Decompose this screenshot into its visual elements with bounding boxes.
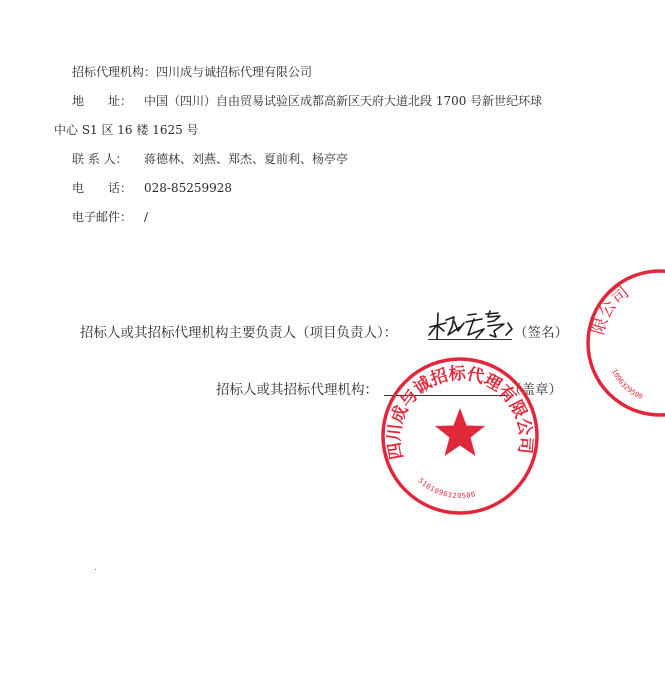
svg-text:5101096329500 [417,477,477,501]
stray-mark [95,569,96,570]
partial-company-seal [585,268,665,418]
contacts-label: 联 系 人： [72,152,128,166]
agency-label: 招标代理机构： [72,65,157,79]
seal-star-icon [435,408,485,456]
seal-suffix: （盖章） [508,382,562,398]
handwritten-signature [424,305,524,345]
phone-value: 028-85259928 [144,181,233,195]
agency-seal-label: 招标人或其招标代理机构： [216,382,378,398]
phone-label: 电 话： [72,181,133,195]
sign-suffix: （签名） [514,325,568,341]
email-row [72,209,148,225]
agency-value: 四川成与诚招标代理有限公司 [156,65,313,79]
svg-text:1096329500 [610,368,644,401]
company-seal [380,356,540,516]
email-value: / [144,210,149,224]
contacts-row [72,151,348,167]
phone-row [72,180,232,196]
address-value: 中国（四川）自由贸易试验区成都高新区天府大道北段 1700 号新世纪环球 [144,94,543,108]
agency-row [72,64,312,80]
partial-seal-text: 限公司 [588,282,634,338]
partial-seal-number: 1096329500 [610,367,644,402]
address-label: 地 址： [72,94,133,108]
contacts-value: 蒋德林、刘燕、郑杰、夏前利、杨亭亭 [144,152,349,166]
address-row [72,93,542,109]
email-label: 电子邮件： [72,210,133,224]
address-continuation: 中心 S1 区 16 楼 1625 号 [54,123,199,137]
responsible-label: 招标人或其招标代理机构主要负责人（项目负责人）： [80,325,398,341]
seal-company-name: 四川成与诚招标代理有限公司 [384,363,536,461]
seal-number: 5101096329500 [416,476,477,501]
